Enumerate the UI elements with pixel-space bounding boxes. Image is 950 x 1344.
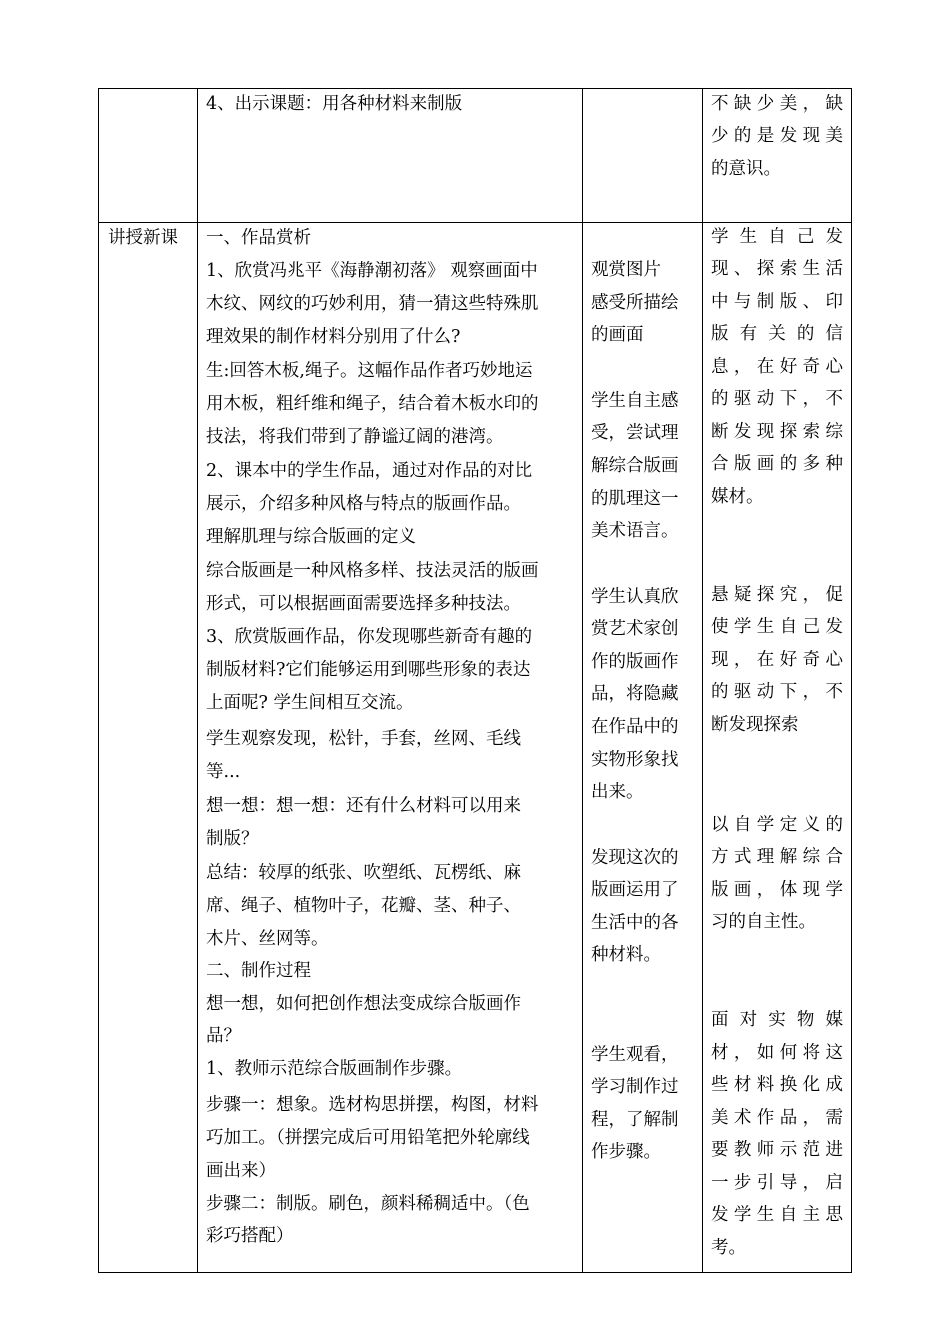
row2-intent-line: 美术作品，需	[711, 1108, 843, 1128]
table-divider-3	[702, 88, 703, 1273]
row2-activity-line: 想一想：想一想：还有什么材料可以用来	[206, 796, 521, 816]
row2-activity-line: 一、作品赏析	[206, 228, 311, 248]
table-divider-1	[197, 88, 198, 1273]
row1-intent-line-2: 少的是发现美	[711, 126, 843, 146]
row2-student-line: 品，将隐藏	[591, 684, 679, 704]
row2-activity-line: 席、绳子、植物叶子，花瓣、茎、种子、	[206, 896, 521, 916]
row2-activity-line: 用木板，粗纤维和绳子，结合着木板水印的	[206, 394, 539, 414]
row2-activity-line: 想一想，如何把创作想法变成综合版画作	[206, 994, 521, 1014]
row2-intent-line: 学生自己发	[711, 227, 843, 247]
row2-intent-line: 版画，体现学	[711, 880, 843, 900]
table-border-bottom	[98, 1272, 852, 1273]
row2-intent-line: 使学生自己发	[711, 617, 843, 637]
row2-activity-line: 品？	[206, 1026, 241, 1046]
row2-activity-line: 生:回答木板,绳子。这幅作品作者巧妙地运	[206, 361, 533, 381]
row2-student-line: 出来。	[591, 782, 644, 802]
row2-student-line: 程，了解制	[591, 1110, 679, 1130]
row2-activity-line: 巧加工。（拼摆完成后可用铅笔把外轮廓线	[206, 1128, 530, 1148]
row2-activity-line: 1、欣赏冯兆平《海静潮初落》 观察画面中	[206, 261, 538, 281]
row1-intent-line-3: 的意识。	[711, 159, 781, 179]
row2-intent-line: 现、探索生活	[711, 259, 843, 279]
row2-activity-line: 2、课本中的学生作品，通过对作品的对比	[206, 461, 533, 481]
row2-activity-line: 学生观察发现，松针，手套，丝网、毛线	[206, 729, 521, 749]
row2-student-line: 美术语言。	[591, 521, 679, 541]
row2-student-line: 解综合版画	[591, 456, 679, 476]
row1-intent-line-1: 不缺少美，缺	[711, 94, 843, 114]
row2-stage-label: 讲授新课	[108, 228, 178, 248]
row2-activity-line: 3、欣赏版画作品，你发现哪些新奇有趣的	[206, 627, 533, 647]
row2-activity-line: 形式，可以根据画面需要选择多种技法。	[206, 594, 521, 614]
row2-student-line: 种材料。	[591, 945, 661, 965]
row2-student-line: 赏艺术家创	[591, 619, 679, 639]
row2-student-line: 受，尝试理	[591, 423, 679, 443]
row2-activity-line: 画出来）	[206, 1161, 276, 1181]
row2-activity-line: 步骤一：想象。选材构思拼摆，构图，材料	[206, 1095, 539, 1115]
row2-intent-line: 方式理解综合	[711, 847, 843, 867]
row2-student-line: 学生自主感	[591, 391, 679, 411]
row2-intent-line: 息，在好奇心	[711, 357, 843, 377]
row2-activity-line: 二、制作过程	[206, 961, 311, 981]
row2-activity-line: 上面呢? 学生间相互交流。	[206, 693, 414, 713]
row2-intent-line: 合版画的多种	[711, 454, 843, 474]
row2-student-line: 作的版画作	[591, 652, 679, 672]
row2-activity-line: 彩巧搭配）	[206, 1226, 294, 1246]
row2-student-line: 作步骤。	[591, 1142, 661, 1162]
row2-intent-line: 的驱动下，不	[711, 682, 843, 702]
row2-intent-line: 要教师示范进	[711, 1140, 843, 1160]
table-border-left	[98, 88, 99, 1273]
row2-activity-line: 1、教师示范综合版画制作步骤。	[206, 1059, 463, 1079]
row2-intent-line: 以自学定义的	[711, 815, 843, 835]
row2-activity-line: 制版？	[206, 829, 259, 849]
row2-activity-line: 展示，介绍多种风格与特点的版画作品。	[206, 494, 521, 514]
row2-student-line: 学生观看，	[591, 1045, 679, 1065]
row2-student-line: 生活中的各	[591, 913, 679, 933]
table-divider-2	[582, 88, 583, 1273]
row2-intent-line: 面对实物媒	[711, 1010, 843, 1030]
row2-student-line: 观赏图片	[591, 260, 661, 280]
row2-student-line: 感受所描绘	[591, 293, 679, 313]
row2-intent-line: 中与制版、印	[711, 292, 843, 312]
row2-student-line: 在作品中的	[591, 717, 679, 737]
row2-activity-line: 技法，将我们带到了静谧辽阔的港湾。	[206, 427, 504, 447]
row2-intent-line: 发学生自主思	[711, 1205, 843, 1225]
row1-activity-text: 4、出示课题：用各种材料来制版	[206, 94, 463, 114]
row2-intent-line: 的驱动下，不	[711, 389, 843, 409]
row2-intent-line: 断发现探索	[711, 715, 799, 735]
row2-intent-line: 媒材。	[711, 487, 764, 507]
row2-activity-line: 木纹、网纹的巧妙利用，猜一猜这些特殊肌	[206, 294, 539, 314]
row2-student-line: 学习制作过	[591, 1077, 679, 1097]
row2-intent-line: 材，如何将这	[711, 1043, 843, 1063]
row2-activity-line: 木片、丝网等。	[206, 929, 329, 949]
row2-activity-line: 步骤二：制版。刷色，颜料稀稠适中。（色	[206, 1194, 530, 1214]
row2-intent-line: 版有关的信	[711, 324, 843, 344]
row2-activity-line: 制版材料?它们能够运用到哪些形象的表达	[206, 660, 531, 680]
row2-student-line: 的肌理这一	[591, 489, 679, 509]
row2-intent-line: 悬疑探究，促	[711, 585, 843, 605]
row2-activity-line: 综合版画是一种风格多样、技法灵活的版画	[206, 561, 539, 581]
row2-intent-line: 考。	[711, 1238, 746, 1258]
row2-intent-line: 些材料换化成	[711, 1075, 843, 1095]
row2-intent-line: 一步引导，启	[711, 1173, 843, 1193]
table-border-right	[851, 88, 852, 1273]
row2-activity-line: 等...	[206, 762, 241, 782]
row2-student-line: 发现这次的	[591, 848, 679, 868]
row2-activity-line: 总结：较厚的纸张、吹塑纸、瓦楞纸、麻	[206, 863, 521, 883]
row2-intent-line: 习的自主性。	[711, 912, 816, 932]
row2-student-line: 版画运用了	[591, 880, 679, 900]
row2-intent-line: 现，在好奇心	[711, 650, 843, 670]
row2-activity-line: 理解肌理与综合版画的定义	[206, 527, 416, 547]
row2-student-line: 的画面	[591, 325, 644, 345]
row2-student-line: 实物形象找	[591, 750, 679, 770]
row2-student-line: 学生认真欣	[591, 587, 679, 607]
row2-activity-line: 理效果的制作材料分别用了什么?	[206, 327, 461, 347]
row2-intent-line: 断发现探索综	[711, 422, 843, 442]
